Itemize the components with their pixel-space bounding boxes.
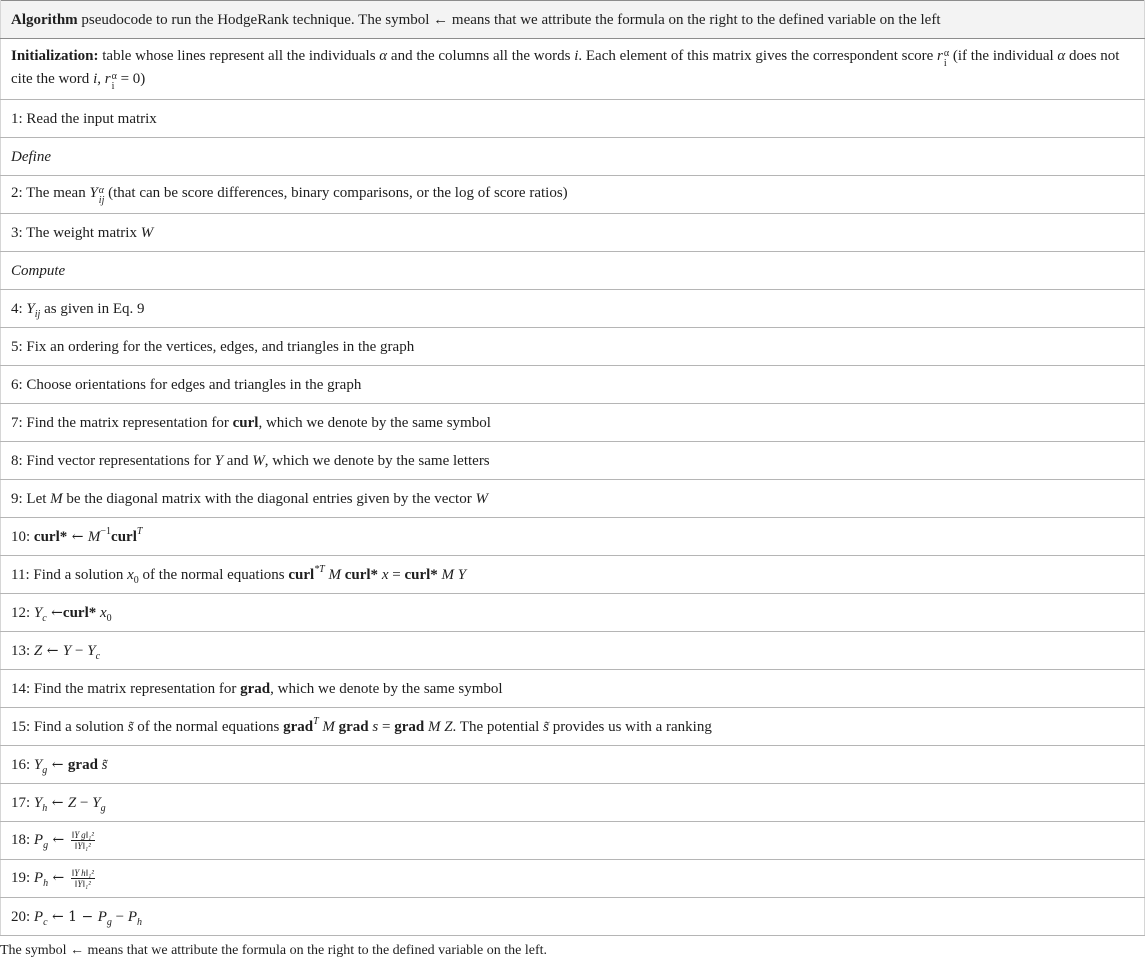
step-15-text-b: of the normal equations <box>133 718 284 735</box>
step-2 <box>1 176 1145 214</box>
step-20-arrow: ← 1 − <box>47 908 98 925</box>
step-11 <box>1 556 1145 594</box>
table-footnote: The symbol ← means that we attribute the formula on the right to the defined variable on the left. <box>0 943 548 958</box>
step-12-sub-0: 0 <box>106 612 112 624</box>
step-11-text-b: of the normal equations <box>138 566 289 583</box>
step-13-arrow: ← <box>42 642 63 659</box>
step-8-text-c: , which we denote by the same letters <box>264 452 490 469</box>
init-text-6: , <box>97 71 105 87</box>
init-score-sub-2: i <box>111 81 115 92</box>
init-text-1: table whose lines represent all the individuals <box>98 48 380 64</box>
step-13 <box>1 632 1145 670</box>
step-4-Y: Y <box>26 300 35 317</box>
step-8-text-b: and <box>223 452 253 469</box>
section-compute-row <box>1 252 1145 290</box>
step-8-Y: Y <box>214 452 224 469</box>
step-7-text-a: 7: Find the matrix representation for <box>11 414 233 431</box>
step-3-text: 3: The weight matrix <box>11 224 141 241</box>
step-1: 1: Read the input matrix <box>1 100 1145 138</box>
init-text-3: . Each element of this matrix gives the correspondent score <box>578 48 938 64</box>
title-strong: Algorithm <box>11 11 78 28</box>
step-row-9 <box>1 480 1145 518</box>
step-8-text-a: 8: Find vector representations for <box>11 452 215 469</box>
step-12-num: 12: <box>11 604 34 621</box>
table-title <box>1 1 1145 39</box>
step-row-1 <box>1 100 1145 138</box>
init-strong: Initialization: <box>11 48 99 64</box>
step-12-Y: Y <box>33 604 43 621</box>
step-17 <box>1 784 1145 822</box>
step-20-sub-g: g <box>106 916 112 928</box>
step-19-arrow: ← <box>48 869 69 886</box>
step-18-num: 18: <box>11 831 34 848</box>
step-row-13 <box>1 632 1145 670</box>
step-19-num: 19: <box>11 869 34 886</box>
init-text-5: does not cite the word <box>11 48 1120 87</box>
step-17-Z: Z <box>67 794 77 811</box>
step-15-transpose: T <box>313 715 319 727</box>
step-7-text-c: , which we denote by the same symbol <box>258 414 491 431</box>
step-4-text: as given in Eq. 9 <box>40 300 145 317</box>
step-row-4 <box>1 290 1145 328</box>
table-title-row <box>1 1 1145 39</box>
step-19-P: P <box>33 869 44 886</box>
step-15-s: s <box>368 718 379 735</box>
step-row-14 <box>1 670 1145 708</box>
step-3 <box>1 214 1145 252</box>
step-15-grad: grad <box>283 718 314 735</box>
step-13-Z: Z <box>33 642 43 659</box>
step-row-8 <box>1 442 1145 480</box>
step-20 <box>1 898 1145 936</box>
section-compute: Compute <box>1 252 1145 290</box>
step-9-M: M <box>50 490 63 507</box>
step-row-12 <box>1 594 1145 632</box>
step-5: 5: Fix an ordering for the vertices, edges, and triangles in the graph <box>1 328 1145 366</box>
init-alpha-2: α <box>1057 48 1066 64</box>
step-12-x: x <box>96 604 107 621</box>
step-2-text-a: 2: The mean <box>11 185 90 201</box>
step-20-num: 20: <box>11 908 34 925</box>
step-20-sub-c: c <box>43 916 48 928</box>
step-15-s-tilde-2: s̃ <box>543 718 549 735</box>
step-18-arrow: ← <box>48 831 69 848</box>
step-7-curl: curl <box>232 414 259 431</box>
step-10-inverse: −1 <box>100 525 112 537</box>
init-word-i: i <box>574 48 579 64</box>
step-16-s-tilde: s̃ <box>97 756 108 773</box>
step-7 <box>1 404 1145 442</box>
step-12-arrow: ← <box>46 604 63 621</box>
step-8 <box>1 442 1145 480</box>
initialization-text <box>1 39 1145 100</box>
step-12 <box>1 594 1145 632</box>
step-13-sub-c: c <box>95 650 101 662</box>
step-13-Y: Y <box>62 642 72 659</box>
step-15-text-h: provides us with a ranking <box>548 718 712 735</box>
step-16-arrow: ← <box>47 756 68 773</box>
step-20-P: P <box>33 908 44 925</box>
step-2-sup: α <box>98 185 105 196</box>
step-18-sub-g: g <box>43 839 49 851</box>
step-11-equals: = <box>388 566 405 583</box>
step-15-s-tilde: s̃ <box>127 718 134 735</box>
step-row-7 <box>1 404 1145 442</box>
step-16-num: 16: <box>11 756 34 773</box>
step-row-20 <box>1 898 1145 936</box>
step-15 <box>1 708 1145 746</box>
step-15-M: M <box>318 718 339 735</box>
step-10-transpose: T <box>136 525 143 537</box>
step-16-grad: grad <box>67 756 98 773</box>
step-20-P2: P <box>97 908 107 925</box>
step-9-W: W <box>475 490 488 507</box>
step-4-sub: ij <box>34 308 41 320</box>
step-11-x2: x <box>378 566 389 583</box>
section-define-row <box>1 138 1145 176</box>
step-19-fraction <box>71 868 95 889</box>
step-2-Y: Y <box>89 185 98 201</box>
step-10 <box>1 518 1145 556</box>
step-17-Y2: Y <box>92 794 101 811</box>
step-19-numerator: ‖Y h‖₁² <box>71 868 94 879</box>
step-11-MY: M Y <box>437 566 467 583</box>
step-10-num: 10: <box>11 528 34 545</box>
step-14 <box>1 670 1145 708</box>
step-14-text-a: 14: Find the matrix representation for <box>11 680 241 697</box>
step-11-sub-0: 0 <box>133 574 139 586</box>
step-11-text-a: 11: Find a solution <box>11 566 128 583</box>
step-4-num: 4: <box>11 300 27 317</box>
step-9-text-b: be the diagonal matrix with the diagonal entries given by the vector <box>62 490 476 507</box>
step-9-text-a: 9: Let <box>11 490 51 507</box>
step-20-minus: − <box>111 908 128 925</box>
step-18-fraction <box>71 830 95 851</box>
step-10-curl-star: curl* <box>33 528 68 545</box>
init-score-r: r <box>937 48 943 64</box>
init-text-7: = 0) <box>116 71 146 87</box>
step-row-6 <box>1 366 1145 404</box>
step-2-text-b: (that can be score differences, binary comparisons, or the log of score ratios) <box>104 185 568 201</box>
step-15-equals: = <box>378 718 395 735</box>
step-row-19 <box>1 860 1145 898</box>
init-score-sup: α <box>943 48 950 59</box>
step-16-Y: Y <box>33 756 43 773</box>
step-18-denominator: ‖Y‖₁² <box>74 841 91 852</box>
step-11-x: x <box>127 566 134 583</box>
step-3-W: W <box>140 224 154 241</box>
step-10-curl: curl <box>111 528 137 545</box>
step-6: 6: Choose orientations for edges and triangles in the graph <box>1 366 1145 404</box>
step-16-sub-g: g <box>42 764 48 776</box>
section-define: Define <box>1 138 1145 176</box>
init-score-sub: i <box>943 58 947 69</box>
initialization-row <box>1 39 1145 100</box>
step-17-minus: − <box>76 794 93 811</box>
step-8-W: W <box>252 452 265 469</box>
step-row-10 <box>1 518 1145 556</box>
step-19 <box>1 860 1145 898</box>
step-row-5 <box>1 328 1145 366</box>
step-10-M: M <box>87 528 101 545</box>
step-19-sub-h: h <box>43 877 49 889</box>
step-11-curl-star-2: curl* <box>404 566 438 583</box>
step-17-sub-h: h <box>42 802 48 814</box>
step-4 <box>1 290 1145 328</box>
step-10-arrow: ← <box>67 528 88 545</box>
step-row-15 <box>1 708 1145 746</box>
title-text: pseudocode to run the HodgeRank technique. The symbol ← means that we attribute the formula on the right to the defined variable on the left <box>77 11 941 28</box>
step-19-denominator: ‖Y‖₁² <box>74 879 91 890</box>
step-13-num: 13: <box>11 642 34 659</box>
step-15-MZ: M Z <box>424 718 453 735</box>
init-text-2: and the columns all the words <box>387 48 575 64</box>
step-11-curl-star: curl* <box>344 566 379 583</box>
step-12-sub-c: c <box>42 612 47 624</box>
step-17-num: 17: <box>11 794 34 811</box>
init-word-i-2: i <box>93 71 98 87</box>
step-11-curl: curl <box>288 566 315 583</box>
step-row-2 <box>1 176 1145 214</box>
step-11-M: M <box>324 566 345 583</box>
step-9 <box>1 480 1145 518</box>
step-15-grad-2: grad <box>338 718 369 735</box>
step-14-grad: grad <box>240 680 271 697</box>
step-18-numerator: ‖Y g‖₁² <box>71 830 94 841</box>
step-15-grad-3: grad <box>394 718 425 735</box>
step-11-sup: *T <box>314 563 325 575</box>
step-15-text-a: 15: Find a solution <box>11 718 128 735</box>
step-18 <box>1 822 1145 860</box>
init-text-4: (if the individual <box>949 48 1058 64</box>
step-row-3 <box>1 214 1145 252</box>
step-row-17 <box>1 784 1145 822</box>
step-row-18 <box>1 822 1145 860</box>
step-13-Y2: Y <box>87 642 96 659</box>
step-row-11 <box>1 556 1145 594</box>
step-18-P: P <box>33 831 44 848</box>
step-12-curl-star: curl* <box>62 604 97 621</box>
step-14-text-c: , which we denote by the same symbol <box>270 680 503 697</box>
step-17-arrow: ← <box>47 794 68 811</box>
step-2-sub: ij <box>98 195 105 206</box>
step-17-Y: Y <box>33 794 43 811</box>
init-alpha: α <box>379 48 388 64</box>
step-row-16 <box>1 746 1145 784</box>
init-score-r-2: r <box>104 71 111 87</box>
step-15-text-g: . The potential <box>452 718 544 735</box>
step-17-sub-g: g <box>100 802 106 814</box>
step-20-sub-h: h <box>137 916 143 928</box>
step-13-minus: − <box>71 642 88 659</box>
step-16 <box>1 746 1145 784</box>
step-20-P3: P <box>127 908 138 925</box>
init-score-sup-2: α <box>111 71 117 82</box>
